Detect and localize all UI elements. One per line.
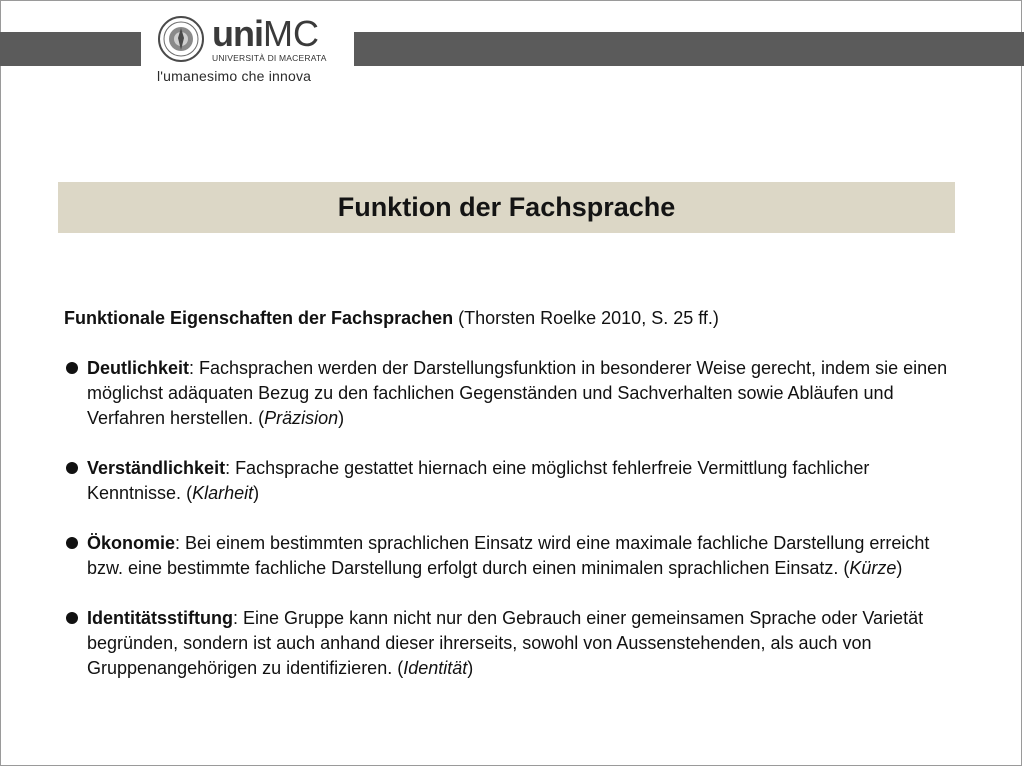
logo-wordmark: uniMC <box>212 13 319 54</box>
subtitle-bold: Funktionale Eigenschaften der Fachsprachen <box>64 308 454 328</box>
bullet-dot-icon <box>66 462 78 474</box>
bullet-term: Deutlichkeit <box>87 358 190 378</box>
list-item: Ökonomie: Bei einem bestimmten sprachlichen Einsatz wird eine maximale fachliche Darstellung erreicht bzw. eine bestimmte fachliche Darstellung erfolgt durch einen minimalen sprachlichen Einsatz. (Kürze) <box>64 531 964 581</box>
slide-content <box>64 306 964 706</box>
logo-tagline: l'umanesimo che innova <box>157 68 312 84</box>
bullet-text: : Fachsprachen werden der Darstellungsfunktion in besonderer Weise gerecht, indem sie einen möglichst adäquaten Bezug zu den fachlichen Gegenständen und Sachverhalten sowie Abläufen und Verfahren herstellen. <box>87 358 948 428</box>
bullet-keyword: Klarheit <box>192 483 254 503</box>
bullet-dot-icon <box>66 362 78 374</box>
bullet-list <box>64 356 964 681</box>
slide-title: Funktion der Fachsprache <box>337 192 676 222</box>
slide-subtitle <box>64 306 964 331</box>
bullet-text: : Bei einem bestimmten sprachlichen Einsatz wird eine maximale fachliche Darstellung erreicht bzw. eine bestimmte fachliche Darstellung erfolgt durch einen minimalen sprachlichen Einsatz. <box>87 533 930 578</box>
university-seal-icon <box>158 16 204 62</box>
logo-university-name: UNIVERSITÀ DI MACERATA <box>212 53 327 63</box>
bullet-text: : Fachsprache gestattet hiernach eine möglichst fehlerfreie Vermittlung fachlicher Kenntnisse. <box>87 458 870 503</box>
list-item: Identitätsstiftung: Eine Gruppe kann nicht nur den Gebrauch einer gemeinsamen Sprache oder Varietät begründen, sondern ist auch anhand dieser ihrerseits, sowohl von Aussenstehenden, als auch von Gruppenangehörigen zu identifizieren. (Identität) <box>64 606 964 681</box>
bullet-term: Identitätsstiftung <box>87 608 233 628</box>
bullet-term: Verständlichkeit <box>87 458 226 478</box>
subtitle-citation: (Thorsten Roelke 2010, S. 25 ff.) <box>453 308 719 328</box>
list-item: Deutlichkeit: Fachsprachen werden der Darstellungsfunktion in besonderer Weise gerecht, indem sie einen möglichst adäquaten Bezug zu den fachlichen Gegenständen und Sachverhalten sowie Abläufen und Verfahren herstellen. (Präzision) <box>64 356 964 431</box>
bullet-keyword: Präzision <box>264 408 339 428</box>
bullet-keyword: Identität <box>403 658 468 678</box>
header-band-right <box>354 32 1024 66</box>
bullet-keyword: Kürze <box>849 558 897 578</box>
title-bar <box>58 182 955 233</box>
bullet-dot-icon <box>66 537 78 549</box>
university-logo <box>150 8 346 90</box>
bullet-text: : Eine Gruppe kann nicht nur den Gebrauch einer gemeinsamen Sprache oder Varietät begründen, sondern ist auch anhand dieser ihrerseits, sowohl von Aussenstehenden, als auch von Gruppenangehörigen zu identifizieren. <box>87 608 924 678</box>
bullet-term: Ökonomie <box>87 533 176 553</box>
header-band-left <box>0 32 141 66</box>
bullet-dot-icon <box>66 612 78 624</box>
list-item: Verständlichkeit: Fachsprache gestattet hiernach eine möglichst fehlerfreie Vermittlung fachlicher Kenntnisse. (Klarheit) <box>64 456 964 506</box>
